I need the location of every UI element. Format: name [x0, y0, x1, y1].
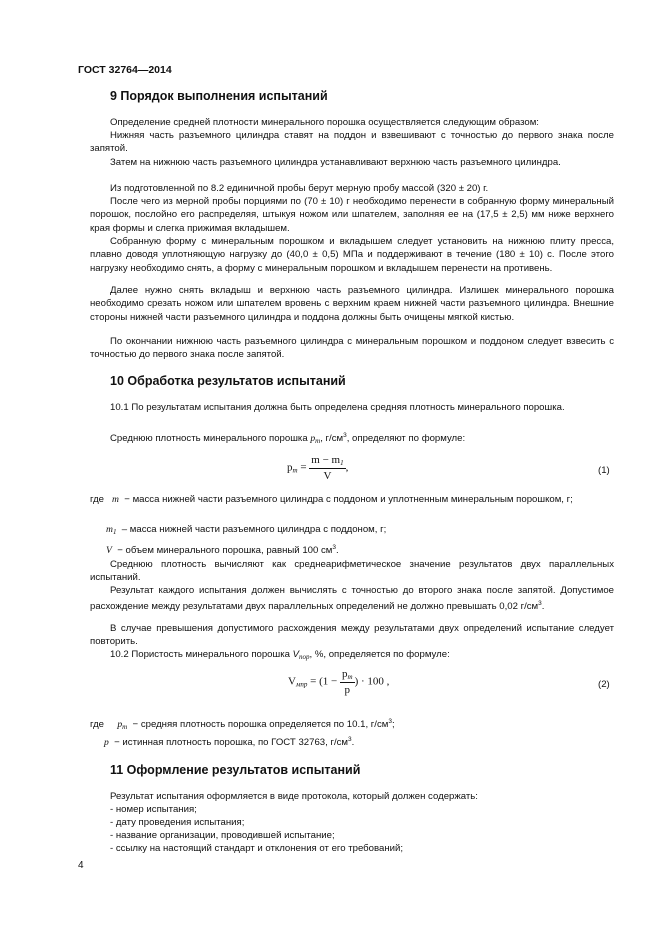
section-10-title: 10 Обработка результатов испытаний	[110, 374, 346, 388]
where-m1: $m_1$ – масса нижней части разъемного цилиндра с поддоном, г;	[106, 524, 387, 536]
s10-paragraph-2: Среднюю плотность минерального порошка $p_m$, $г/см^3$, определяют по формуле:	[110, 432, 466, 445]
section-9-title: 9 Порядок выполнения испытаний	[110, 89, 328, 103]
list-item: - ссылку на настоящий стандарт и отклонения от его требований;	[110, 843, 404, 854]
s10-paragraph-3: Среднюю плотность вычисляют как среднеарифметическое значение результатов двух параллельных испытаний.	[90, 559, 614, 584]
formula-2-fraction: $\frac{p_m}{p}$	[342, 668, 353, 696]
s11-intro: Результат испытания оформляется в виде протокола, который должен содержать:	[110, 791, 478, 802]
s9-paragraph-4: Из подготовленной по 8.2 единичной пробы берут мерную пробу массой (320 ± 20) г.	[110, 183, 489, 194]
s9-paragraph-1: Определение средней плотности минерального порошка осуществляется следующим образом:	[110, 117, 539, 128]
equation-number-1: (1)	[598, 465, 610, 476]
s9-paragraph-2: Нижняя часть разъемного цилиндра ставят на поддон и взвешивают с точностью до первого знака после запятой.	[90, 130, 614, 155]
s10-paragraph-5: В случае превышения допустимого расхождения между результатами двух определений испытание следует повторить.	[90, 623, 614, 648]
list-item: - дату проведения испытания;	[110, 817, 245, 828]
where-pm: где $p_m$ − средняя плотность порошка определяется по 10.1, $г/см^3$;	[90, 718, 395, 731]
formula-2: $V_{мпр} = (1$ − $\frac{p_m}{p}$ ) · 100 ,	[288, 668, 390, 696]
where-v: V − объем минерального порошка, равный 100 $см^3$.	[106, 544, 339, 556]
list-item: - название организации, проводившей испытание;	[110, 830, 335, 841]
formula-1: $p_m$ = $\frac{m - m_1}{V}$ ,	[287, 454, 349, 482]
s10-paragraph-4: Результат каждого испытания должен вычислять с точностью до второго знака после запятой. Допустимое расхождение между результатами двух параллельных определений не должно превышать 0,02 $г/см^3$.	[90, 585, 614, 613]
var-pm: $p_m$	[310, 433, 321, 445]
section-11-title: 11 Оформление результатов испытаний	[110, 763, 361, 777]
page-number: 4	[78, 860, 84, 871]
s10-paragraph-1: 10.1 По результатам испытания должна быть определена средняя плотность минерального порошка.	[110, 402, 565, 413]
s9-paragraph-7: Далее нужно снять вкладыш и верхнюю часть разъемного цилиндра. Излишек минерального порошка необходимо срезать ножом или шпателем вровень с верхним краем нижней части разъемного цилиндра. Внешние стороны нижней части разъемного цилиндра и поддона должны быть очищены мягкой кистью.	[90, 285, 614, 323]
s10-paragraph-6: 10.2 Пористость минерального порошка $V_{пор}$, %, определяется по формуле:	[110, 649, 450, 661]
s9-paragraph-8: По окончании нижнюю часть разъемного цилиндра с минеральным порошком и поддоном следует взвесить с точностью до первого знака после запятой.	[90, 336, 614, 361]
standard-header: ГОСТ 32764—2014	[78, 64, 172, 76]
s9-paragraph-3: Затем на нижнюю часть разъемного цилиндра устанавливают верхнюю часть разъемного цилиндра.	[110, 157, 561, 168]
formula-1-fraction: $\frac{m - m_1}{V}$	[311, 454, 344, 482]
where-p: p − истинная плотность порошка, по ГОСТ 32763, $г/см^3$.	[104, 736, 355, 748]
s9-paragraph-6: Собранную форму с минеральным порошком и вкладышем следует установить на нижнюю плиту пресса, плавно доводя уплотняющую нагрузку до (40,0 ± 0,5) МПа и поддерживают в течение (180 ± 10) с. После этого нагрузку необходимо снять, а форму с минеральным порошком и вкладышем перенести на противень.	[90, 236, 614, 274]
equation-number-2: (2)	[598, 679, 610, 690]
list-item: - номер испытания;	[110, 804, 197, 815]
s9-paragraph-5: После чего из мерной пробы порциями по (70 ± 10) г необходимо перенести в собранную форму минеральный порошок, послойно его распределяя, штыкуя ножом или шпателем, заполняя ее на (17,5 ± 2,5) мм ниже верхнего края формы и слегка прижимая вкладышем.	[90, 196, 614, 234]
where-m: где m − масса нижней части разъемного цилиндра с поддоном и уплотненным минеральным порошком, г;	[90, 494, 573, 505]
